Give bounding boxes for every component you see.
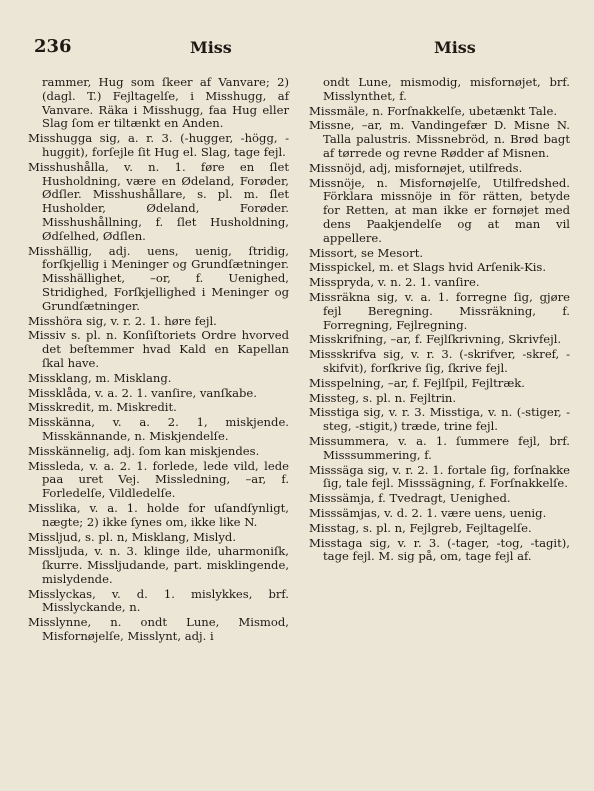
entry: Misstaga sig, v. r. 3. (-tager, -tog, -tagit), tage fejl. M. sig på, om, tage fejl af. — [309, 535, 570, 564]
entry: Misshällig, adj. uens, uenig, ſtridig, forſkjellig i Meninger og Grundſætninger. Misshällighet, –or, f. Uenighed, Stridighed, Forſkjellighed i Meninger og Grundſætninger. — [28, 243, 289, 313]
entry: Misshushålla, v. n. 1. føre en ſlet Husholdning, være en Ødeland, Forøder, Ødſler. Misshushållare, s. pl. m. ſlet Husholder, Ødeland, Forøder. Misshushållning, f. ſlet Husholdning, Ødſelhed, Ødſlen. — [28, 159, 289, 243]
entry: Misspickel, m. et Slags hvid Arſenik-Kis. — [309, 260, 547, 275]
entry: Misssämjas, v. d. 2. 1. være uens, uenig. — [309, 505, 547, 520]
entry: Missräkna sig, v. a. 1. forregne ſig, gjøre fejl Beregning. Missräkning, f. Forregning, Fejlregning. — [309, 289, 570, 332]
entry: Missmäle, n. Forſnakkelſe, ubetænkt Tale. — [309, 103, 558, 118]
page-number: 236 — [34, 36, 72, 57]
entry: rammer, Hug som ſkeer af Vanvare; 2) (dagl. T.) Fejltagelſe, i Misshugg, af Vanvare. Räka i Misshugg, faa Hug eller Slag ſom er tiltænkt en Anden. — [42, 75, 289, 131]
entry: Missklåda, v. a. 2. 1. vanſire, vanſkabe. — [28, 385, 257, 400]
running-head-left: Miss — [190, 38, 232, 57]
entry: Misskredit, m. Miskredit. — [28, 400, 177, 415]
entry: Missnöjd, adj, misfornøjet, utilfreds. — [309, 160, 523, 175]
columns — [28, 76, 570, 645]
entry: Misslynne, n. ondt Lune, Mismod, Misfornøjelſe, Misslynt, adj. i — [28, 615, 289, 644]
entry: Missljud, s. pl. n, Misklang, Mislyd. — [28, 529, 237, 544]
entry: Misskännelig, adj. ſom kan miskjendes. — [28, 443, 260, 458]
entry: Missteg, s. pl. n. Fejltrin. — [309, 390, 457, 405]
entry: Missleda, v. a. 2. 1. forlede, lede vild, lede paa uret Vej. Missledning, –ar, f. Forledelſe, Vildledelſe. — [28, 458, 289, 501]
right-column — [309, 76, 570, 645]
page-header — [28, 36, 570, 62]
left-column — [28, 76, 289, 645]
entry: Missne, –ar, m. Vandingefær D. Misne N. Talla palustris. Missnebröd, n. Brød bagt af tørrede og revne Rødder af Misnen. — [309, 118, 570, 160]
entry: Missort, se Mesort. — [309, 245, 424, 260]
entry: Misspelning, –ar, f. Fejlſpil, Fejltræk. — [309, 375, 525, 390]
entry: Misstag, s. pl. n, Fejlgreb, Fejltagelſe. — [309, 520, 532, 535]
entry: Misslika, v. a. 1. holde for uſandſynligt, nægte; 2) ikke ſynes om, ikke like N. — [28, 500, 289, 529]
entry: Misshugga sig, a. r. 3. (-hugger, -högg, -huggit), forſejle ſit Hug el. Slag, tage fejl. — [28, 131, 289, 159]
entry: Misshöra sig, v. r. 2. 1. høre fejl. — [28, 313, 217, 328]
entry: Misssämja, f. Tvedragt, Uenighed. — [309, 491, 511, 506]
entry: Missnöje, n. Misfornøjelſe, Utilfredshed. Förklara missnöje in för rätten, betyde for Retten, at man ikke er fornøjet med dens Paakjendelſe og at man vil appellere. — [309, 175, 570, 245]
entry: ondt Lune, mismodig, misfornøjet, brf. Misslynthet, f. — [323, 75, 570, 103]
entry: Misstiga sig, v. r. 3. Misstiga, v. n. (-stiger, -steg, -stigit,) træde, trine fejl. — [309, 405, 570, 434]
entry: Missskrifva sig, v. r. 3. (-skrifver, -skref, -skifvit), forſkrive ſig, ſkrive fejl. — [309, 347, 570, 375]
entry: Misskänna, v. a. 2. 1, miskjende. Misskännande, n. Miskjendelſe. — [28, 415, 289, 443]
entry: Missljuda, v. n. 3. klinge ilde, uharmoniſk, ſkurre. Missljudande, part. misklingende, mislydende. — [28, 544, 289, 586]
entry: Missummera, v. a. 1. ſummere fejl, brf. Misssummering, f. — [309, 433, 570, 462]
entry: Missiv s. pl. n. Konſiſtoriets Ordre hvorved det beſtemmer hvad Kald en Kapellan ſkal have. — [28, 328, 289, 370]
running-head-right: Miss — [434, 38, 476, 57]
entry: Misslyckas, v. d. 1. mislykkes, brf. Misslyckande, n. — [28, 586, 289, 615]
entry: Misspryda, v. n. 2. 1. vanſire. — [309, 275, 480, 290]
entry: Missklang, m. Misklang. — [28, 370, 172, 385]
entry: Misssäga sig, v. r. 2. 1. fortale ſig, forſnakke ſig, tale fejl. Misssägning, f. Forſnakkelſe. — [309, 462, 570, 491]
entry: Misskrifning, –ar, f. Fejlſkrivning, Skrivfejl. — [309, 332, 562, 347]
